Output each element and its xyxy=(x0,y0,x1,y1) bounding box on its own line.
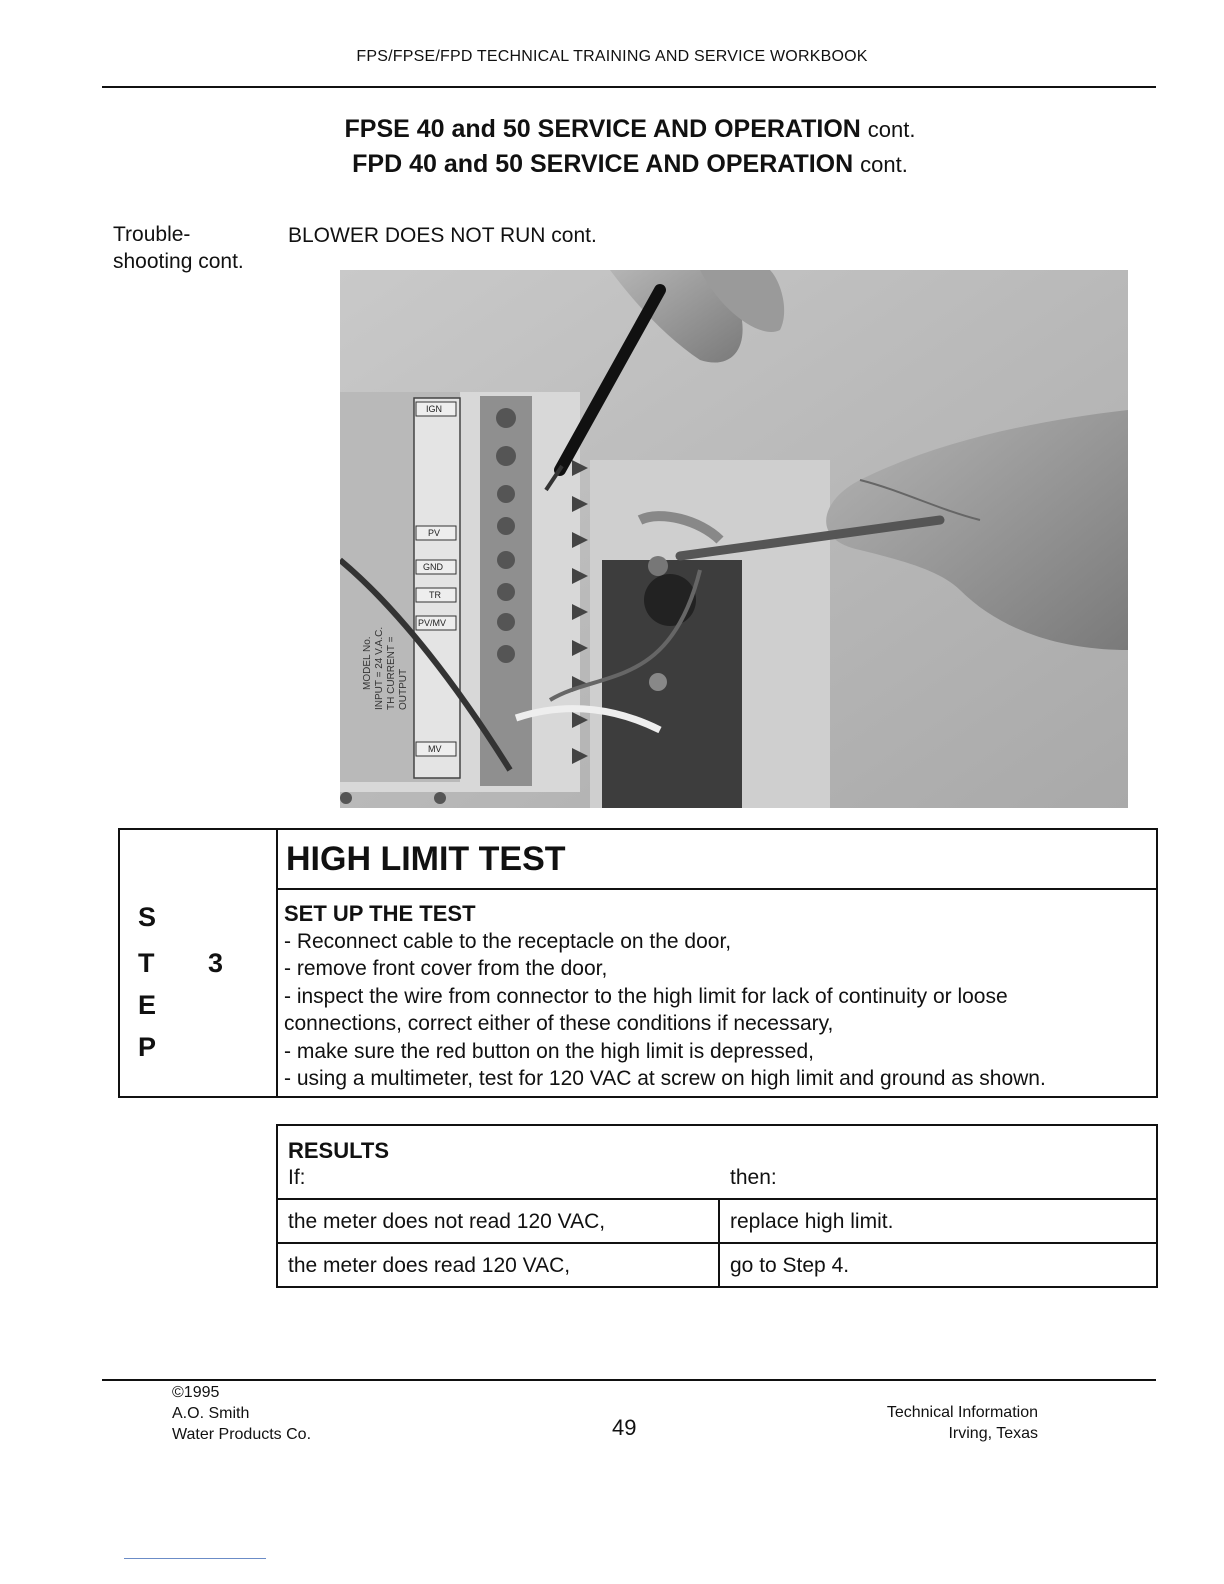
results-table xyxy=(276,1124,1158,1288)
terminal-pv-label: PV xyxy=(428,528,441,538)
step-3-box xyxy=(118,828,1158,1098)
high-limit-test-photo xyxy=(340,270,1128,808)
footer-department: Technical Information xyxy=(886,1404,1038,1421)
result-condition: the meter does read 120 VAC, xyxy=(288,1254,571,1277)
copyright: ©1995 xyxy=(172,1384,220,1401)
module-label-current: TH CURRENT = xyxy=(386,636,397,710)
terminal-gnd-label: GND xyxy=(423,562,443,572)
table-row xyxy=(278,1244,1156,1288)
footer-location: Irving, Texas xyxy=(948,1425,1038,1442)
instruction-line: - using a multimeter, test for 120 VAC at screw on high limit and ground as shown. xyxy=(284,1067,1046,1090)
results-header xyxy=(278,1126,1156,1200)
terminal-pvmv-label: PV/MV xyxy=(418,618,447,628)
side-label-line-1: Trouble- xyxy=(113,223,191,246)
title-line-1 xyxy=(0,112,1224,147)
step-instructions xyxy=(284,900,1148,1093)
module-label-model: MODEL No. xyxy=(362,636,373,690)
title-line-2-main: FPD 40 and 50 SERVICE AND OPERATION xyxy=(352,150,854,178)
title-line-2 xyxy=(0,147,1224,182)
terminal-mv-label: MV xyxy=(428,744,442,754)
header-rule xyxy=(102,86,1156,88)
table-row xyxy=(278,1200,1156,1244)
instruction-line: - remove front cover from the door, xyxy=(284,957,608,980)
result-action: replace high limit. xyxy=(730,1210,894,1233)
terminal-tr-label: TR xyxy=(429,590,441,600)
module-label-output: OUTPUT xyxy=(398,668,409,710)
title-line-1-suffix: cont. xyxy=(867,117,916,142)
result-condition: the meter does not read 120 VAC, xyxy=(288,1210,606,1233)
page-title xyxy=(0,112,1224,182)
step-label-column xyxy=(120,830,278,1096)
step-letter-t: T xyxy=(138,948,155,978)
instruction-line: - make sure the red button on the high limit is depressed, xyxy=(284,1039,814,1063)
footer-rule xyxy=(102,1379,1156,1381)
step-letter-p: P xyxy=(138,1032,157,1062)
instruction-line: - inspect the wire from connector to the high limit for lack of continuity or loose xyxy=(284,984,1008,1008)
workbook-title: FPS/FPSE/FPD TECHNICAL TRAINING AND SERVICE WORKBOOK xyxy=(356,48,868,65)
title-line-1-main: FPSE 40 and 50 SERVICE AND OPERATION xyxy=(344,115,861,143)
step-number: 3 xyxy=(208,948,224,978)
section-subheading: BLOWER DOES NOT RUN cont. xyxy=(288,224,597,247)
step-letter-s: S xyxy=(138,902,157,932)
title-line-2-suffix: cont. xyxy=(860,152,908,177)
module-label-input: INPUT = 24 V.A.C. xyxy=(374,626,385,710)
step-heading-row xyxy=(278,830,1156,890)
setup-title: SET UP THE TEST xyxy=(284,901,476,926)
step-letter-e: E xyxy=(138,990,157,1020)
bottom-underline xyxy=(124,1558,266,1559)
section-side-label xyxy=(113,221,244,275)
result-action: go to Step 4. xyxy=(730,1254,850,1277)
side-label-line-2: shooting cont. xyxy=(113,250,244,273)
company-division: Water Products Co. xyxy=(172,1426,312,1443)
company-name: A.O. Smith xyxy=(172,1405,250,1422)
terminal-ign-label: IGN xyxy=(426,404,443,414)
instruction-line: connections, correct either of these conditions if necessary, xyxy=(284,1012,834,1035)
results-then-label: then: xyxy=(730,1166,777,1189)
page-number: 49 xyxy=(612,1415,637,1440)
results-if-label: If: xyxy=(288,1166,306,1189)
step-heading: HIGH LIMIT TEST xyxy=(286,840,566,878)
results-title: RESULTS xyxy=(288,1138,390,1163)
footer-left xyxy=(172,1382,311,1445)
instruction-line: - Reconnect cable to the receptacle on the door, xyxy=(284,929,732,953)
footer-right xyxy=(887,1402,1038,1444)
